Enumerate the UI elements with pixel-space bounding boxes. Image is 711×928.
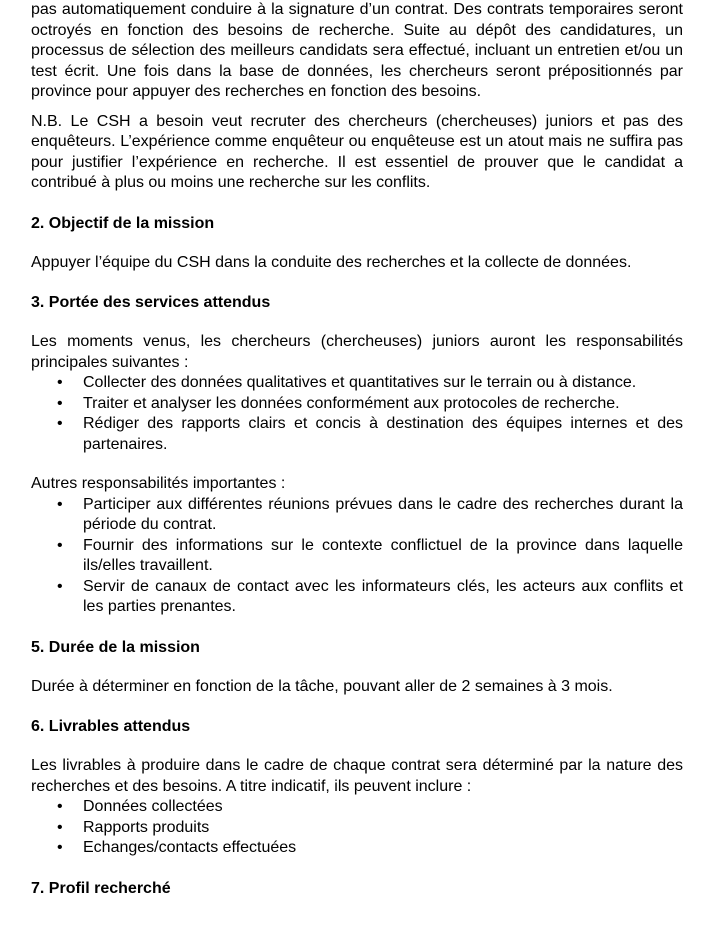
list-item: • Fournir des informations sur le contexte conflictuel de la province dans laquelle ils/elles travaillent. <box>57 536 683 574</box>
bullet-icon: • <box>57 495 63 513</box>
intro-paragraph-1: pas automatiquement conduire à la signature d’un contrat. Des contrats temporaires seront octroyés en fonction des besoins de recherche. Suite au dépôt des candidatures, un processus de sélection des meilleurs candidats sera effectué, incluant un entretien et/ou un test écrit. Une fois dans la base de données, les chercheurs seront prépositionnés par province pour appuyer des recherches en fonction des besoins. <box>31 1 683 100</box>
section-6-intro: Les livrables à produire dans le cadre de chaque contrat sera déterminé par la nature des recherches et des besoins. A titre indicatif, ils peuvent inclure : <box>31 757 683 795</box>
section-7-title: 7. Profil recherché <box>31 879 171 897</box>
list-item: • Traiter et analyser les données conformément aux protocoles de recherche. <box>31 394 683 415</box>
section-3-title: 3. Portée des services attendus <box>31 293 271 311</box>
section-3-other-list <box>31 495 683 618</box>
bullet-icon: • <box>57 374 63 391</box>
section-5-title: 5. Durée de la mission <box>31 638 200 656</box>
list-item: • Servir de canaux de contact avec les informateurs clés, les acteurs aux conflits et les parties prenantes. <box>57 577 683 615</box>
bullet-icon: • <box>57 536 63 554</box>
list-item: • Echanges/contacts effectuées <box>31 838 683 859</box>
section-6-title: 6. Livrables attendus <box>31 717 191 735</box>
bullet-icon: • <box>57 839 63 856</box>
bullet-icon: • <box>57 818 63 836</box>
bullet-icon: • <box>57 415 63 432</box>
section-2-text: Appuyer l’équipe du CSH dans la conduite des recherches et la collecte de données. <box>31 254 632 271</box>
section-2-title: 2. Objectif de la mission <box>31 214 215 232</box>
bullet-icon: • <box>57 577 63 595</box>
list-item: • Participer aux différentes réunions prévues dans le cadre des recherches durant la période du contrat. <box>57 495 683 533</box>
section-3-other-label: Autres responsabilités importantes : <box>31 475 286 492</box>
list-item: • Rapports produits <box>31 818 683 839</box>
section-5-text: Durée à déterminer en fonction de la tâche, pouvant aller de 2 semaines à 3 mois. <box>31 678 613 695</box>
list-item: • Collecter des données qualitatives et quantitatives sur le terrain ou à distance. <box>31 373 683 394</box>
list-item: • Données collectées <box>31 797 683 818</box>
section-3-main-list <box>31 373 683 455</box>
bullet-icon: • <box>57 394 63 412</box>
section-3-intro: Les moments venus, les chercheurs (chercheuses) juniors auront les responsabilités principales suivantes : <box>31 333 683 371</box>
document-page <box>31 0 683 899</box>
section-6-list <box>31 797 683 859</box>
intro-paragraph-2: N.B. Le CSH a besoin veut recruter des chercheurs (chercheuses) juniors et pas des enquêteurs. L’expérience comme enquêteur ou enquêteuse est un atout mais ne suffira pas pour justifier l’expérience en recherche. Il est essentiel de prouver que le candidat a contribué à plus ou moins une recherche sur les conflits. <box>31 112 683 191</box>
list-item: • Rédiger des rapports clairs et concis à destination des équipes internes et des partenaires. <box>57 415 683 453</box>
bullet-icon: • <box>57 798 63 815</box>
